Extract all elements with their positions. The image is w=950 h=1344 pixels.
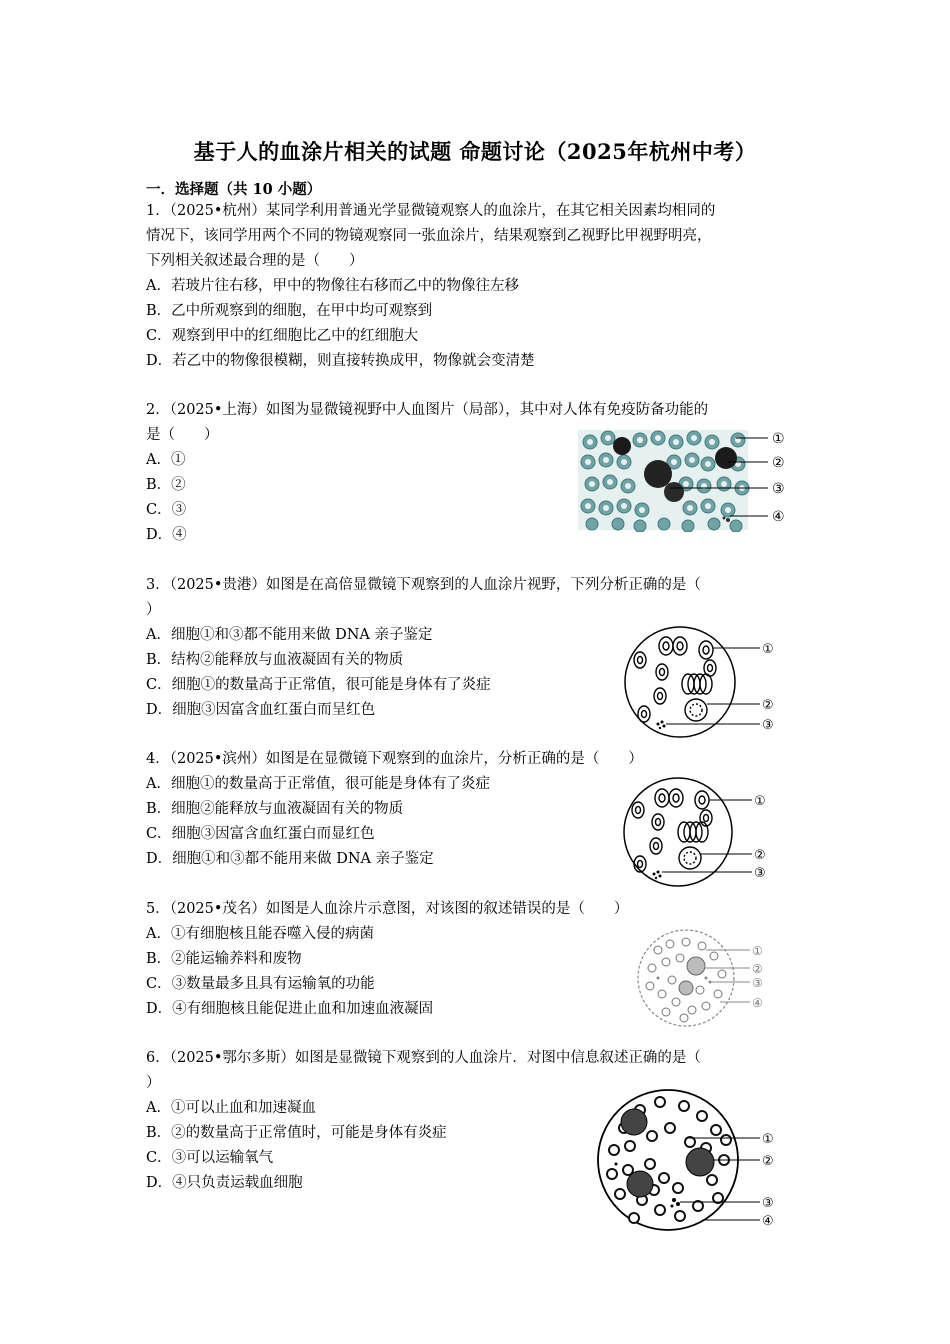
question-stem: 6．（2025•鄂尔多斯）如图是显微镜下观察到的人血涂片．对图中信息叙述正确的是（ bbox=[146, 1050, 701, 1066]
option-d: D．细胞③因富含血红蛋白而呈红色 bbox=[146, 702, 376, 718]
label-2: ② bbox=[762, 1154, 774, 1169]
label-2: ② bbox=[752, 962, 763, 976]
option-d: D．④ bbox=[146, 527, 187, 543]
option-b: B．细胞②能释放与血液凝固有关的物质 bbox=[146, 801, 404, 817]
white-cell bbox=[687, 957, 705, 975]
question-stem: ） bbox=[146, 602, 161, 618]
question-stem: 4．（2025•滨州）如图是在显微镜下观察到的血涂片，分析正确的是（ ） bbox=[146, 751, 643, 767]
page-title: 基于人的血涂片相关的试题 命题讨论（2025年杭州中考） bbox=[193, 139, 757, 164]
white-cell bbox=[679, 981, 693, 995]
label-3: ③ bbox=[754, 866, 766, 881]
option-b: B．②的数量高于正常值时，可能是身体有炎症 bbox=[146, 1125, 447, 1141]
question-stem: 是（ ） bbox=[146, 427, 219, 443]
option-a: A．细胞①和③都不能用来做 DNA 亲子鉴定 bbox=[146, 627, 433, 643]
label-1: ① bbox=[762, 642, 774, 657]
option-c: C．细胞①的数量高于正常值，很可能是身体有了炎症 bbox=[146, 677, 491, 693]
option-d: D．细胞①和③都不能用来做 DNA 亲子鉴定 bbox=[146, 851, 434, 867]
label-3: ③ bbox=[772, 481, 785, 497]
option-a: A．①可以止血和加速凝血 bbox=[146, 1100, 316, 1116]
field-of-view bbox=[638, 930, 734, 1026]
label-1: ① bbox=[752, 944, 763, 958]
white-cell-small bbox=[613, 437, 631, 455]
label-2: ② bbox=[762, 698, 774, 713]
label-2: ② bbox=[772, 455, 785, 471]
option-c: C．观察到甲中的红细胞比乙中的红细胞大 bbox=[146, 328, 419, 344]
blood-smear-diagram-6 bbox=[594, 1088, 790, 1234]
option-c: C．③ bbox=[146, 502, 187, 518]
label-1: ① bbox=[762, 1132, 774, 1147]
white-cell bbox=[686, 1148, 714, 1176]
option-c: C．③可以运输氧气 bbox=[146, 1150, 274, 1166]
label-3: ③ bbox=[762, 1196, 774, 1211]
option-b: B．② bbox=[146, 477, 186, 493]
section-heading: 一．选择题（共 10 小题） bbox=[146, 181, 322, 198]
option-c: C．③数量最多且具有运输氧的功能 bbox=[146, 976, 375, 992]
white-cell bbox=[627, 1171, 653, 1197]
white-cell-large bbox=[715, 447, 737, 469]
white-cell-lower bbox=[664, 482, 684, 502]
option-c: C．细胞③因富含血红蛋白而显红色 bbox=[146, 826, 375, 842]
question-stem: 下列相关叙述最合理的是（ ） bbox=[146, 253, 364, 269]
option-d: D．④有细胞核且能促进止血和加速血液凝固 bbox=[146, 1001, 434, 1017]
label-3: ③ bbox=[762, 718, 774, 733]
option-b: B．乙中所观察到的细胞，在甲中均可观察到 bbox=[146, 303, 433, 319]
question-stem: 2．（2025•上海）如图为显微镜视野中人血图片（局部），其中对人体有免疫防备功能的 bbox=[146, 402, 709, 418]
question-stem: ） bbox=[146, 1075, 161, 1091]
question-stem: 情况下，该同学用两个不同的物镜观察同一张血涂片，结果观察到乙视野比甲视野明亮， bbox=[146, 228, 712, 244]
white-cell bbox=[621, 1109, 647, 1135]
option-d: D．④只负责运载血细胞 bbox=[146, 1175, 303, 1191]
option-b: B．结构②能释放与血液凝固有关的物质 bbox=[146, 652, 404, 668]
option-a: A．① bbox=[146, 452, 186, 468]
option-b: B．②能运输养料和废物 bbox=[146, 951, 302, 967]
label-4: ④ bbox=[772, 509, 785, 525]
question-stem: 3．（2025•贵港）如图是在高倍显微镜下观察到的人血涂片视野，下列分析正确的是（ bbox=[146, 577, 701, 593]
option-a: A．细胞①的数量高于正常值，很可能是身体有了炎症 bbox=[146, 776, 490, 792]
label-4: ④ bbox=[752, 996, 763, 1010]
label-1: ① bbox=[754, 794, 766, 809]
blood-smear-diagram-3 bbox=[622, 624, 792, 740]
option-a: A．若玻片往右移，甲中的物像往右移而乙中的物像往左移 bbox=[146, 278, 519, 294]
question-stem: 5．（2025•茂名）如图是人血涂片示意图，对该图的叙述错误的是（ ） bbox=[146, 901, 629, 917]
label-2: ② bbox=[754, 848, 766, 863]
option-d: D．若乙中的物像很模糊，则直接转换成甲，物像就会变清楚 bbox=[146, 353, 535, 369]
label-4: ④ bbox=[762, 1214, 774, 1229]
blood-micrograph-figure bbox=[578, 428, 793, 532]
blood-smear-diagram-5 bbox=[636, 928, 776, 1030]
label-1: ① bbox=[772, 431, 785, 447]
blood-smear-diagram-4 bbox=[620, 776, 790, 888]
label-3: ③ bbox=[752, 976, 763, 990]
white-cell-center bbox=[644, 460, 672, 488]
question-stem: 1．（2025•杭州）某同学利用普通光学显微镜观察人的血涂片，在其它相关因素均相同的 bbox=[146, 203, 716, 219]
option-a: A．①有细胞核且能吞噬入侵的病菌 bbox=[146, 926, 374, 942]
